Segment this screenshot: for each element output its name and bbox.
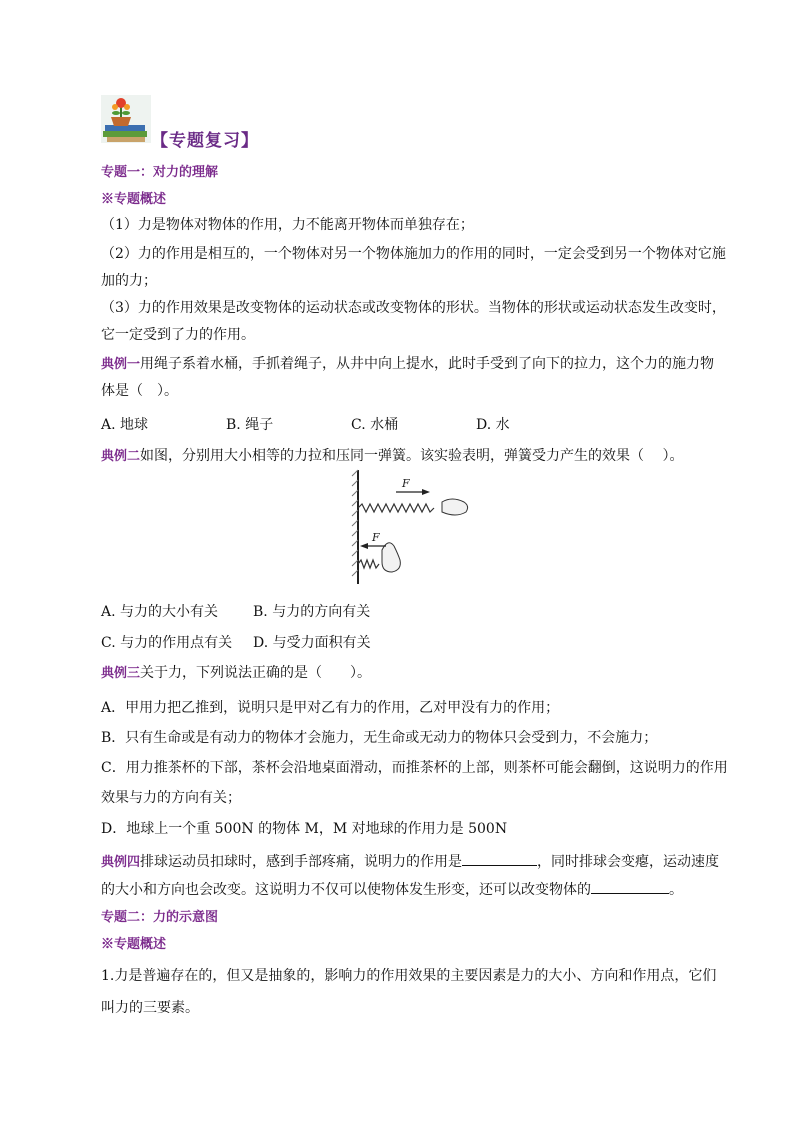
example3-option-c-line-1: C．用力推茶杯的下部，茶杯会沿地桌面滑动，而推茶杯的上部，则茶杯可能会翻倒，这说明力的作用 xyxy=(101,760,728,776)
topic1-title: 专题一：对力的理解 xyxy=(101,165,219,180)
answer-blank-1[interactable] xyxy=(462,851,537,866)
example4-tag: 典例四 xyxy=(101,855,141,870)
example3-line xyxy=(101,662,371,682)
topic2-overview-label: ※专题概述 xyxy=(101,937,167,952)
example3-question: 关于力，下列说法正确的是（ ）。 xyxy=(140,665,372,681)
example1-option-b: B. 绳子 xyxy=(226,417,274,433)
example1-option-c: C. 水桶 xyxy=(351,417,399,433)
topic2-title: 专题二：力的示意图 xyxy=(101,910,219,925)
example4-text-1a: 排球运动员扣球时，感到手部疼痛，说明力的作用是 xyxy=(140,854,463,870)
example2-option-c: C. 与力的作用点有关 xyxy=(101,635,233,651)
spring-experiment-figure xyxy=(350,468,480,586)
example3-tag: 典例三 xyxy=(101,666,141,681)
topic1-overview-label: ※专题概述 xyxy=(101,192,167,207)
example3-option-a: A．甲用力把乙推到，说明只是甲对乙有力的作用，乙对甲没有力的作用； xyxy=(101,700,560,716)
example1-line-1 xyxy=(101,353,714,373)
example4-line-1 xyxy=(101,851,719,871)
example1-option-a: A. 地球 xyxy=(101,417,149,433)
page-title: 【专题复习】 xyxy=(151,131,259,151)
flower-pot-with-books-icon xyxy=(101,95,151,143)
topic1-point-2-line-2: 加的力； xyxy=(101,273,157,289)
example1-tag: 典例一 xyxy=(101,357,141,372)
example1-option-d: D. 水 xyxy=(476,417,510,433)
topic2-point-1-line-1: 1.力是普遍存在的，但又是抽象的，影响力的作用效果的主要因素是力的大小、方向和作用点，它们 xyxy=(101,968,717,984)
example3-option-b: B．只有生命或是有动力的物体才会施力，无生命或无动力的物体只会受到力，不会施力； xyxy=(101,730,658,746)
pull-force-label: F xyxy=(402,477,410,490)
topic1-point-3-line-1: （3）力的作用效果是改变物体的运动状态或改变物体的形状。当物体的形状或运动状态发生改变时， xyxy=(101,300,726,316)
example3-option-d: D．地球上一个重 500N 的物体 M，M 对地球的作用力是 500N xyxy=(101,821,508,837)
example1-question-line-1: 用绳子系着水桶，手抓着绳子，从井中向上提水，此时手受到了向下的拉力，这个力的施力物 xyxy=(140,356,715,372)
example3-option-c-line-2: 效果与力的方向有关； xyxy=(101,790,241,806)
example2-option-d: D. 与受力面积有关 xyxy=(253,635,371,651)
topic1-point-3-line-2: 它一定受到了力的作用。 xyxy=(101,327,255,343)
example2-question: 如图，分别用大小相等的力拉和压同一弹簧。该实验表明，弹簧受力产生的效果（ ）。 xyxy=(140,448,684,464)
topic1-point-1: （1）力是物体对物体的作用，力不能离开物体而单独存在； xyxy=(101,217,474,233)
example4-text-2b: 。 xyxy=(669,882,683,898)
push-force-label: F xyxy=(372,531,380,544)
example2-line xyxy=(101,445,683,465)
example4-text-2a: 的大小和方向也会改变。这说明力不仅可以使物体发生形变，还可以改变物体的 xyxy=(101,882,591,898)
topic1-point-2-line-1: （2）力的作用是相互的，一个物体对另一个物体施加力的作用的同时，一定会受到另一个物体对它施 xyxy=(101,246,726,262)
example1-question-line-2: 体是（ ）。 xyxy=(101,383,178,399)
example2-option-b: B. 与力的方向有关 xyxy=(253,604,371,620)
example2-tag: 典例二 xyxy=(101,449,141,464)
example4-line-2 xyxy=(101,879,683,899)
topic2-point-1-line-2: 叫力的三要素。 xyxy=(101,1000,199,1016)
answer-blank-2[interactable] xyxy=(591,879,669,894)
example4-text-1b: ，同时排球会变瘪，运动速度 xyxy=(537,854,720,870)
example2-option-a: A. 与力的大小有关 xyxy=(101,604,219,620)
